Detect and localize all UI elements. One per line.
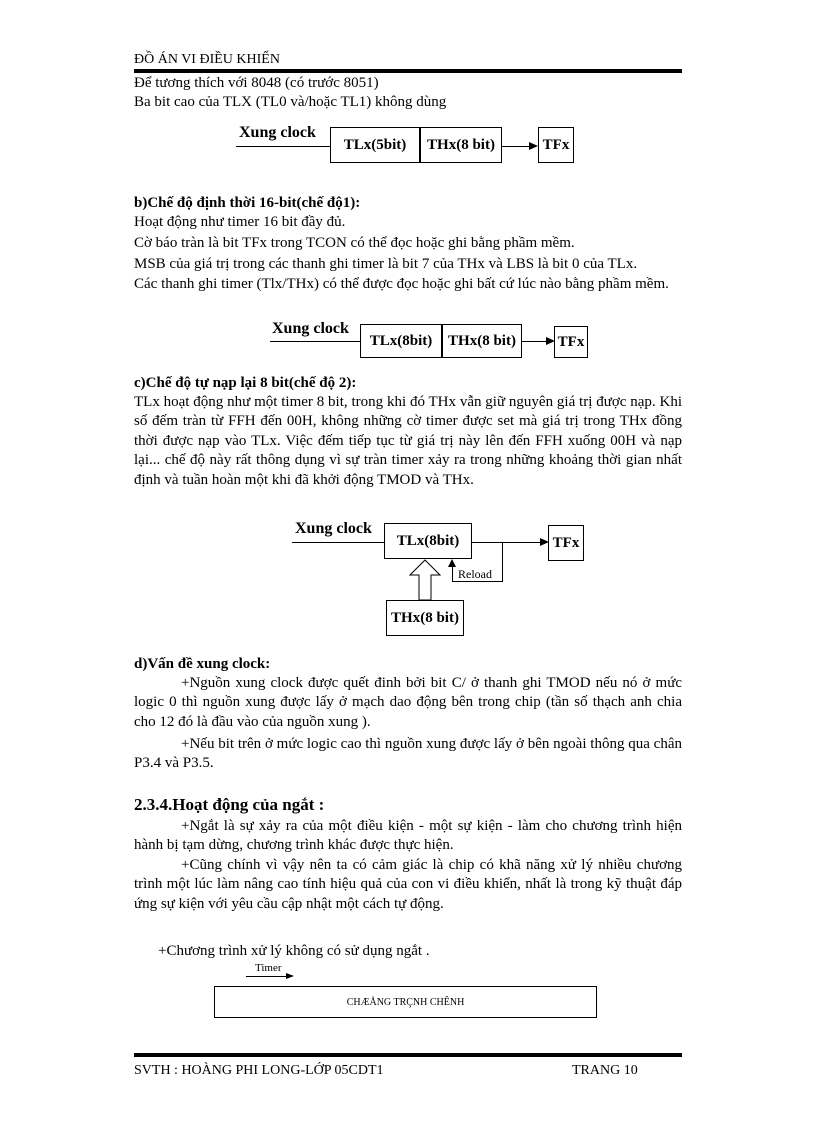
intro-line-1: Để tương thích với 8048 (có trước 8051) — [134, 75, 379, 91]
tfx-flag-box: TFx — [538, 127, 574, 163]
tlx-register-box: TLx(5bit) — [330, 127, 420, 163]
section-d-heading: d)Vấn đề xung clock: — [134, 656, 271, 672]
footer-page-number: TRANG 10 — [572, 1063, 638, 1078]
section-234-para-2: +Cũng chính vì vậy nên ta có cảm giác là chip có khã năng xử lý nhiều chương trình một lúc làm nâng cao tính hiệu quả của con vi điều khiển, nhất là trong kỹ thuật đáp ứng sự kiện với yêu cầu cập nhật một cách tự động. — [134, 857, 682, 912]
thx-register-box: THx(8 bit) — [420, 127, 502, 163]
arrow-right-icon — [529, 142, 538, 150]
tfx-flag-box: TFx — [554, 326, 588, 358]
tlx-register-box: TLx(8bit) — [360, 324, 442, 358]
overflow-line — [472, 542, 542, 543]
tlx-register-box: TLx(8bit) — [384, 523, 472, 559]
footer-author: SVTH : HOÀNG PHI LONG-LỚP 05CDT1 — [134, 1063, 384, 1078]
section-234-heading: 2.3.4.Hoạt động của ngắt : — [134, 795, 325, 814]
footer-rule — [134, 1053, 682, 1057]
section-b-heading: b)Chế độ định thời 16-bit(chế độ1): — [134, 195, 361, 211]
section-b-line-3: MSB của giá trị trong các thanh ghi timer là bit 7 của THx và LBS là bit 0 của TLx. — [134, 256, 638, 272]
intro-line-2: Ba bit cao của TLX (TL0 và/hoặc TL1) không dùng — [134, 94, 447, 110]
section-d-para-2: +Nếu bit trên ở mức logic cao thì nguồn xung được lấy ở bên ngoài thông qua chân P3.4 và P3.5. — [134, 736, 682, 772]
timer-label: Timer — [255, 962, 282, 974]
clock-input-line — [292, 542, 384, 543]
clock-input-line — [270, 341, 360, 342]
section-b-line-1: Hoạt động như timer 16 bit đầy đủ. — [134, 214, 346, 230]
header-rule — [134, 69, 682, 73]
section-c-body: TLx hoạt động như một timer 8 bit, trong khi đó THx vẫn giữ nguyên giá trị được nạp. Khi số đếm tràn từ FFH đến 00H, không những cờ timer được set mà giá trị trong THx đồng thời được nạp vào TLx. Việc đếm tiếp tục từ giá trị này lên đến FFH xuống 00H và nạp lại... chế độ này rất thông dụng vì sự tràn timer xảy ra trong những khoảng thời gian nhất định và tuần hoàn một khi đã khởi động TMOD và THx. — [134, 394, 682, 488]
overflow-line — [522, 341, 548, 342]
clock-label: Xung clock — [239, 124, 316, 141]
section-c-heading: c)Chế độ tự nạp lại 8 bit(chế độ 2): — [134, 375, 357, 391]
tfx-flag-box: TFx — [548, 525, 584, 561]
main-program-box: CHÆÅNG TRÇNH CHÊNH — [214, 986, 597, 1018]
clock-input-line — [236, 146, 330, 147]
page-header-title: ĐỒ ÁN VI ĐIỀU KHIỂN — [134, 52, 280, 67]
section-b-line-4: Các thanh ghi timer (Tlx/THx) có thể được đọc hoặc ghi bất cứ lúc nào bằng phầm mềm. — [134, 276, 669, 292]
arrow-up-icon — [448, 559, 456, 567]
section-b-line-2: Cờ báo tràn là bit TFx trong TCON có thể đọc hoặc ghi bằng phầm mềm. — [134, 235, 575, 251]
overflow-line — [502, 146, 530, 147]
reload-line-vertical — [502, 542, 503, 582]
clock-label: Xung clock — [295, 520, 372, 537]
no-interrupt-line: +Chương trình xử lý không có sử dụng ngắt . — [158, 943, 430, 959]
thx-register-box: THx(8 bit) — [442, 324, 522, 358]
section-234-para-1: +Ngắt là sự xảy ra của một điều kiện - một sự kiện - làm cho chương trình hiện hành bị tạm dừng, chương trình khác được thực hiện. — [134, 818, 682, 854]
reload-label: Reload — [458, 567, 492, 581]
section-d-para-1: +Nguồn xung clock được quết đinh bởi bit C/ ở thanh ghi TMOD nếu nó ở mức logic 0 thì nguồn xung được lấy ở mạch dao động bên trong chip (tần số thạch anh chia cho 12 đó là đầu vào của nguồn xung ). — [134, 675, 682, 730]
arrow-right-icon — [286, 973, 294, 979]
hollow-arrow-up-icon — [409, 559, 441, 601]
thx-register-box: THx(8 bit) — [386, 600, 464, 636]
clock-label: Xung clock — [272, 320, 349, 337]
timer-line — [246, 976, 286, 977]
